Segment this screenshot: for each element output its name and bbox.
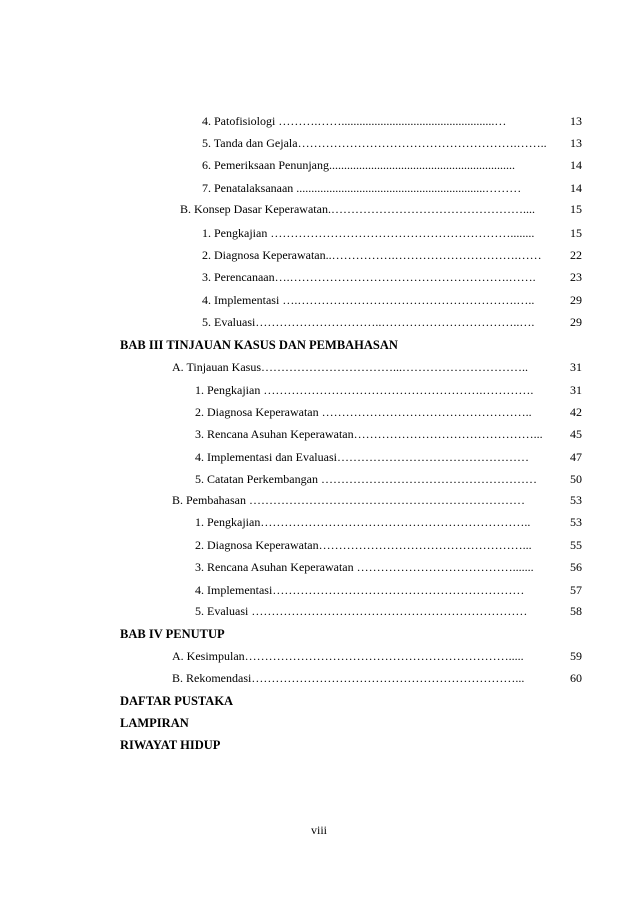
toc-entry-page: 45 <box>570 427 582 441</box>
toc-entry-title: B. Konsep Dasar Keperawatan.………………………………………….... <box>180 202 535 216</box>
toc-entry <box>195 425 582 443</box>
toc-entry-title: 4. Implementasi……………………………………………………… <box>195 583 525 597</box>
toc-entry-title: 5. Catatan Perkembangan ……………………………………………… <box>195 472 537 486</box>
toc-entry-title: 3. Rencana Asuhan Keperawatan …………………………………....... <box>195 560 534 574</box>
toc-entry-page: 60 <box>570 671 582 685</box>
toc-entry-page: 15 <box>570 226 582 240</box>
toc-entry-page: 59 <box>570 649 582 663</box>
toc-entry-page: 22 <box>570 248 582 262</box>
toc-entry <box>202 224 582 242</box>
toc-entry <box>202 179 582 197</box>
toc-heading: RIWAYAT HIDUP <box>120 738 221 752</box>
toc-entry <box>195 381 582 399</box>
toc-entry <box>195 558 582 576</box>
toc-entry-page: 47 <box>570 450 582 464</box>
toc-entry-page: 53 <box>570 515 582 529</box>
toc-entry <box>195 403 582 421</box>
toc-entry <box>195 581 582 599</box>
toc-entry-page: 23 <box>570 270 582 284</box>
toc-entry <box>202 156 582 174</box>
toc-entry-page: 56 <box>570 560 582 574</box>
toc-entry <box>202 268 582 286</box>
toc-entry-page: 14 <box>570 158 582 172</box>
toc-entry <box>195 470 582 488</box>
toc-entry <box>202 246 582 264</box>
toc-entry-title: 1. Pengkajian ……………………………………………………........ <box>202 226 535 240</box>
toc-entry-title: 3. Rencana Asuhan Keperawatan………………………………………... <box>195 427 543 441</box>
page-number: viii <box>310 823 327 837</box>
toc-entry <box>202 313 582 331</box>
toc-entry-page: 14 <box>570 181 582 195</box>
toc-entry-title: 2. Diagnosa Keperawatan..…………….………………………….…… <box>202 248 542 262</box>
toc-entry <box>195 536 582 554</box>
toc-entry-page: 55 <box>570 538 582 552</box>
toc-entry-page: 50 <box>570 472 582 486</box>
toc-heading: LAMPIRAN <box>120 716 189 730</box>
toc-entry <box>202 291 582 309</box>
toc-entry-title: 5. Evaluasi …………………………………………………………… <box>195 604 528 618</box>
toc-entry-page: 29 <box>570 293 582 307</box>
toc-entry-title: A. Kesimpulan…………………………………………………………..... <box>172 649 524 663</box>
toc-entry <box>195 448 582 466</box>
toc-entry-title: 1. Pengkajian ……………………………………………….…………. <box>195 383 534 397</box>
toc-entry-title: 4. Implementasi dan Evaluasi………………………………………… <box>195 450 529 464</box>
toc-entry-page: 57 <box>570 583 582 597</box>
toc-entry-page: 42 <box>570 405 582 419</box>
toc-heading: BAB III TINJAUAN KASUS DAN PEMBAHASAN <box>120 338 398 352</box>
toc-entry-title: 5. Evaluasi…………………………..……………………………..…. <box>202 315 535 329</box>
toc-entry-title: 5. Tanda dan Gejala……………………………………………….…….. <box>202 136 547 150</box>
toc-entry-title: 2. Diagnosa Keperawatan……………………………………………... <box>195 538 532 552</box>
toc-entry <box>172 669 582 687</box>
toc-entry <box>202 134 582 152</box>
toc-entry <box>195 513 582 531</box>
toc-entry-title: 6. Pemeriksaan Penunjang.............................................................. <box>202 158 515 172</box>
toc-entry-page: 31 <box>570 383 582 397</box>
toc-heading: BAB IV PENUTUP <box>120 627 225 641</box>
toc-entry <box>172 358 582 376</box>
toc-entry <box>202 112 582 130</box>
toc-entry-page: 58 <box>570 604 582 618</box>
toc-entry <box>195 602 582 620</box>
toc-entry <box>180 200 582 218</box>
toc-entry-title: 4. Implementasi ….……………………………………………….….. <box>202 293 535 307</box>
toc-entry-title: A. Tinjauan Kasus……………………………...………………………….. <box>172 360 529 374</box>
toc-entry-page: 13 <box>570 114 582 128</box>
toc-entry-title: B. Rekomendasi…………………………………………………………... <box>172 671 525 685</box>
toc-heading: DAFTAR PUSTAKA <box>120 694 234 708</box>
toc-entry-title: 1. Pengkajian………………………………………………………….. <box>195 515 531 529</box>
toc-entry-title: B. Pembahasan …………………………………………………………… <box>172 493 525 507</box>
toc-entry <box>172 647 582 665</box>
toc-entry-page: 13 <box>570 136 582 150</box>
toc-entry-page: 15 <box>570 202 582 216</box>
toc-entry-title: 4. Patofisiologi ……….……...................................................… <box>202 114 507 128</box>
toc-entry-title: 2. Diagnosa Keperawatan …………………………………………….. <box>195 405 532 419</box>
toc-entry-title: 7. Penatalaksanaan ...............................................................……… <box>202 181 522 195</box>
toc-entry-page: 53 <box>570 493 582 507</box>
toc-entry-title: 3. Perencanaan….……………………………………………….……. <box>202 270 536 284</box>
toc-entry-page: 31 <box>570 360 582 374</box>
toc-entry-page: 29 <box>570 315 582 329</box>
toc-entry <box>172 491 582 509</box>
